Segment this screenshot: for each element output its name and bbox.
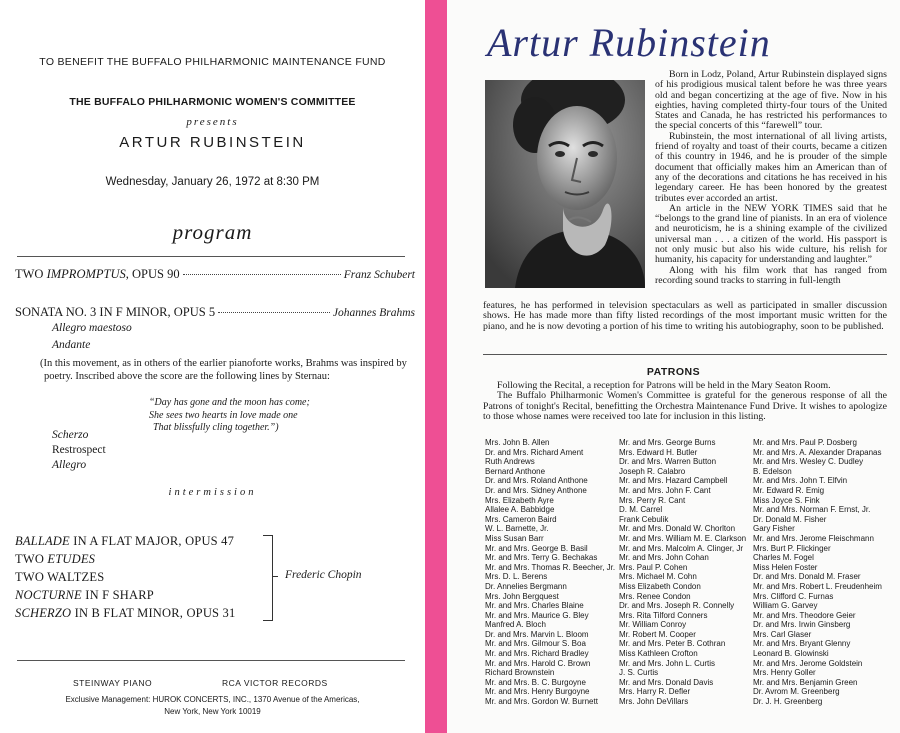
patron-name: Leonard B. Glowinski	[753, 649, 829, 659]
patron-name: Mr. and Mrs. Benjamin Green	[753, 677, 858, 687]
biography-page	[447, 0, 900, 733]
patron-name: Mrs. Elizabeth Ayre	[485, 495, 554, 505]
patron-name: Mrs. Cameron Baird	[485, 514, 557, 524]
patron-name: Mr. and Mrs. Thomas R. Beecher, Jr.	[485, 562, 616, 572]
work-schubert-title	[15, 267, 180, 282]
patron-name: Mr. and Mrs. William M. E. Clarkson	[619, 533, 747, 543]
patron-name: Dr. and Mrs. Warren Button	[619, 457, 717, 467]
patron-name: Richard Brownstein	[485, 668, 555, 678]
work-title-italic: ETUDES	[47, 552, 96, 566]
bio-paragraph: Born in Lodz, Poland, Artur Rubinstein displayed signs of his prodigious musical talent before he was three years old and began concertizing at the age of five. Now in his eighties, having completed thirty-four tours of the United States and Canada, he has restricted his performances to the special concerts of this “farewell” tour.	[655, 69, 887, 132]
patron-name: Dr. J. H. Greenberg	[753, 697, 823, 707]
patron-name: Bernard Anthone	[485, 466, 546, 476]
patron-name: Mrs. John Bergquest	[485, 591, 559, 601]
benefit-line: TO BENEFIT THE BUFFALO PHILHARMONIC MAINTENANCE FUND	[39, 56, 386, 68]
work-title-italic: SCHERZO	[15, 606, 72, 620]
patron-name: Mrs. Renee Condon	[619, 591, 691, 601]
chopin-brace	[263, 535, 273, 621]
patron-name: Mrs. Perry R. Cant	[619, 495, 686, 505]
movement: Restrospect	[52, 444, 106, 456]
patrons-column-2	[619, 438, 746, 707]
patron-name: Mr. and Mrs. Theodore Geier	[753, 610, 856, 620]
patron-name: J. S. Curtis	[619, 668, 659, 678]
patron-name: Charles M. Fogel	[753, 553, 814, 563]
patrons-divider	[483, 354, 887, 355]
bio-paragraph: An article in the NEW YORK TIMES said that he “belongs to the grand line of pianists. In an era of violence and neuroticism, he is a shining example of the civilized universal man . . . a citizen of the world. His passport is not only music but also his wide culture, his relish for humanity, his capacity for understanding and laughter.”	[655, 202, 887, 266]
patron-name: Dr. and Mrs. Sidney Anthone	[485, 485, 587, 495]
patron-name: D. M. Carrel	[619, 505, 663, 515]
work-suffix: , OPUS 90	[125, 267, 180, 281]
patrons-intro-paragraph: The Buffalo Philharmonic Women's Committee is grateful for the generous response of all the Patrons of tonight's Recital, benefitting the Orchestra Maintenance Fund Drive. It wishes to apologize to those whose names were received too late for inclusion in this listing.	[483, 390, 887, 422]
steinway-credit: STEINWAY PIANO	[73, 678, 153, 688]
program-divider	[17, 256, 405, 257]
patron-name: Mr. and Mrs. Malcolm A. Clinger, Jr	[619, 543, 744, 553]
poem-line: She sees two hearts in love made one	[149, 409, 298, 421]
artist-name-heading: Artur Rubinstein	[487, 20, 771, 65]
patron-name: Mr. and Mrs. B. C. Burgoyne	[485, 677, 586, 687]
pink-spine	[425, 0, 447, 733]
patron-name: Mr. and Mrs. Donald W. Chorlton	[619, 524, 736, 534]
patron-name: Frank Cebulik	[619, 514, 669, 524]
composer-schubert: Franz Schubert	[343, 269, 415, 281]
patron-name: Dr. Annelies Bergmann	[485, 581, 567, 591]
patron-name: Mr. and Mrs. Jerome Fleischmann	[753, 533, 874, 543]
patron-name: Mrs. Paul P. Cohen	[619, 562, 688, 572]
work-title-rest: IN B FLAT MINOR, OPUS 31	[71, 606, 236, 620]
patron-name: Mrs. Michael M. Cohn	[619, 572, 697, 582]
movement: Andante	[52, 339, 91, 351]
patron-name: Joseph R. Calabro	[619, 466, 686, 476]
patron-name: Mr. and Mrs. George B. Basil	[485, 543, 588, 553]
patron-name: Dr. Avrom M. Greenberg	[753, 687, 840, 697]
patron-name: Mrs. John B. Allen	[485, 438, 550, 447]
patron-name: Mr. and Mrs. Harold C. Brown	[485, 658, 591, 668]
patron-name: Mr. and Mrs. Gordon W. Burnett	[485, 697, 598, 707]
movement: Allegro maestoso	[52, 322, 132, 334]
poem-line: That blissfully cling together.”)	[153, 422, 279, 433]
artist-portrait	[485, 80, 645, 288]
work-title-rest: TWO WALTZES	[15, 570, 105, 584]
patron-name: Mr. and Mrs. John F. Cant	[619, 485, 711, 495]
patron-name: Gary Fisher	[753, 524, 795, 534]
patron-name: Mr. and Mrs. Henry Burgoyne	[485, 687, 590, 697]
patron-name: Mr. and Mrs. Robert L. Freudenheim	[753, 581, 882, 591]
patron-name: Mr. and Mrs. Norman F. Ernst, Jr.	[753, 505, 871, 515]
committee-line: THE BUFFALO PHILHARMONIC WOMEN'S COMMITTEE	[69, 96, 356, 108]
concert-date: Wednesday, January 26, 1972 at 8:30 PM	[105, 176, 320, 188]
biography-continued: features, he has performed in television spectaculars as well as participated in smaller discussion shows. He has made more than fifty listed recordings of the most important music written for the piano, and he is now devoting a portion of his time to writing his autobiography, soon to be published.	[483, 300, 887, 332]
chopin-work	[15, 606, 235, 621]
patron-name: Mr. and Mrs. Donald Davis	[619, 677, 714, 687]
patron-name: Mr. and Mrs. John T. Elfvin	[753, 476, 848, 486]
work-brahms	[15, 305, 415, 320]
patron-name: Dr. and Mrs. Roland Anthone	[485, 476, 588, 486]
patron-name: Mr. and Mrs. Terry G. Bechakas	[485, 553, 598, 563]
patron-name: Mrs. Clifford C. Furnas	[753, 591, 834, 601]
patron-name: Mrs. Edward H. Butler	[619, 447, 698, 457]
patron-name: Allalee A. Babbidge	[485, 505, 555, 515]
patrons-column-3	[753, 438, 882, 707]
patron-name: Mr. and Mrs. Bryant Glenny	[753, 639, 851, 649]
patrons-intro-paragraph: Following the Recital, a reception for Patrons will be held in the Mary Seaton Room.	[497, 380, 831, 391]
patron-name: Mr. and Mrs. Jerome Goldstein	[753, 658, 863, 668]
patron-name: Dr. and Mrs. Donald M. Fraser	[753, 572, 861, 582]
patron-name: Mrs. D. L. Berens	[485, 572, 548, 582]
patron-name: Manfred A. Bloch	[485, 620, 546, 630]
work-prefix: TWO	[15, 267, 47, 281]
patron-name: Mr. and Mrs. John Cohan	[619, 553, 709, 563]
patron-name: Mr. and Mrs. John L. Curtis	[619, 658, 716, 668]
work-title-italic: BALLADE	[15, 534, 70, 548]
management-line: Exclusive Management: HUROK CONCERTS, INC., 1370 Avenue of the Americas,	[65, 695, 360, 704]
work-title-rest: IN A FLAT MAJOR, OPUS 47	[69, 534, 235, 548]
patron-name: Dr. and Mrs. Richard Ament	[485, 447, 584, 457]
patron-name: Mr. Edward R. Emig	[753, 485, 825, 495]
program-page	[0, 0, 425, 733]
patron-name: Miss Susan Barr	[485, 533, 544, 543]
patron-name: Miss Kathleen Crofton	[619, 649, 698, 659]
patrons-column-1	[485, 438, 615, 707]
patron-name: Mrs. Burt P. Flickinger	[753, 543, 831, 553]
patron-name: Ruth Andrews	[485, 457, 535, 467]
poem-line: “Day has gone and the moon has come;	[149, 397, 310, 408]
patron-name: Mr. Robert M. Cooper	[619, 629, 696, 639]
chopin-work	[15, 570, 104, 585]
patron-name: Miss Joyce S. Fink	[753, 495, 820, 505]
patron-name: Miss Helen Foster	[753, 562, 818, 572]
patron-name: Mr. and Mrs. A. Alexander Drapanas	[753, 447, 882, 457]
patron-name: Mrs. Carl Glaser	[753, 629, 812, 639]
footer-divider	[17, 660, 405, 661]
patron-name: William G. Garvey	[753, 601, 818, 611]
chopin-work	[15, 552, 95, 567]
patron-name: Mrs. John DeVillars	[619, 697, 689, 707]
patron-name: B. Edelson	[753, 466, 792, 476]
patrons-heading: PATRONS	[646, 366, 701, 378]
patron-name: Mr. and Mrs. Wesley C. Dudley	[753, 457, 864, 467]
patron-name: Mr. and Mrs. Paul P. Dosberg	[753, 438, 857, 447]
work-brahms-title: SONATA NO. 3 IN F MINOR, OPUS 5	[15, 305, 216, 319]
work-title-rest: IN F SHARP	[81, 588, 154, 602]
biography-text	[655, 70, 887, 286]
bio-paragraph: Rubinstein, the most international of all living artists, friend of royalty and toast of their courts, became a citizen of this country in 1946, and he is prouder of the simple document that officially makes him an American than of any of the decorations and citations he has received in his legendary career. He has been honored by the greatest tributes ever accorded an artist.	[655, 130, 887, 204]
patron-name: Mr. and Mrs. Peter B. Cothran	[619, 639, 726, 649]
portrait-illustration	[485, 80, 645, 288]
patron-name: W. L. Barnette, Jr.	[485, 524, 549, 534]
patrons-intro	[483, 381, 887, 422]
presents-line: presents	[186, 116, 239, 128]
sternau-poem	[149, 397, 310, 435]
patron-name: Dr. and Mrs. Marvin L. Bloom	[485, 629, 589, 639]
work-title-italic: IMPROMPTUS	[46, 267, 126, 281]
patron-name: Mr. and Mrs. Hazard Campbell	[619, 476, 728, 486]
patron-name: Dr. and Mrs. Joseph R. Connelly	[619, 601, 735, 611]
patron-name: Mrs. Harry R. Defler	[619, 687, 691, 697]
work-schubert	[15, 267, 415, 282]
patron-name: Mrs. Rita Tilford Conners	[619, 610, 708, 620]
composer-chopin: Frederic Chopin	[285, 569, 362, 581]
intermission-label: intermission	[168, 487, 257, 498]
patron-name: Mr. and Mrs. George Burns	[619, 438, 716, 447]
chopin-work	[15, 588, 154, 603]
bio-paragraph: Along with his film work that has ranged from recording sound tracks to starring in full-length	[655, 264, 887, 286]
patron-name: Miss Elizabeth Condon	[619, 581, 701, 591]
program-title: program	[172, 220, 253, 244]
movement: Scherzo	[52, 429, 89, 441]
composer-brahms: Johannes Brahms	[332, 307, 415, 319]
artist-line: ARTUR RUBINSTEIN	[119, 134, 306, 151]
patron-name: Mr. and Mrs. Gilmour S. Boa	[485, 639, 586, 649]
movement: Allegro	[52, 459, 87, 471]
rca-credit: RCA VICTOR RECORDS	[222, 678, 328, 688]
patron-name: Mrs. Henry Goller	[753, 668, 816, 678]
work-title-italic: NOCTURNE	[15, 588, 82, 602]
patron-name: Dr. and Mrs. Irwin Ginsberg	[753, 620, 851, 630]
chopin-brace-tip	[272, 576, 278, 577]
patron-name: Mr. and Mrs. Maurice G. Bley	[485, 610, 589, 620]
patron-name: Mr. William Conroy	[619, 620, 687, 630]
patron-name: Mr. and Mrs. Charles Blaine	[485, 601, 584, 611]
leader-dots	[218, 312, 330, 313]
chopin-work	[15, 534, 234, 549]
work-title-rest: TWO	[15, 552, 48, 566]
brahms-note: (In this movement, as in others of the earlier pianoforte works, Brahms was inspired by poetry. Inscribed above the score are the following lines by Sternau:	[40, 358, 407, 382]
patron-name: Mr. and Mrs. Richard Bradley	[485, 649, 589, 659]
patron-name: Dr. Donald M. Fisher	[753, 514, 827, 524]
leader-dots	[183, 274, 341, 275]
management-city: New York, New York 10019	[164, 707, 261, 716]
